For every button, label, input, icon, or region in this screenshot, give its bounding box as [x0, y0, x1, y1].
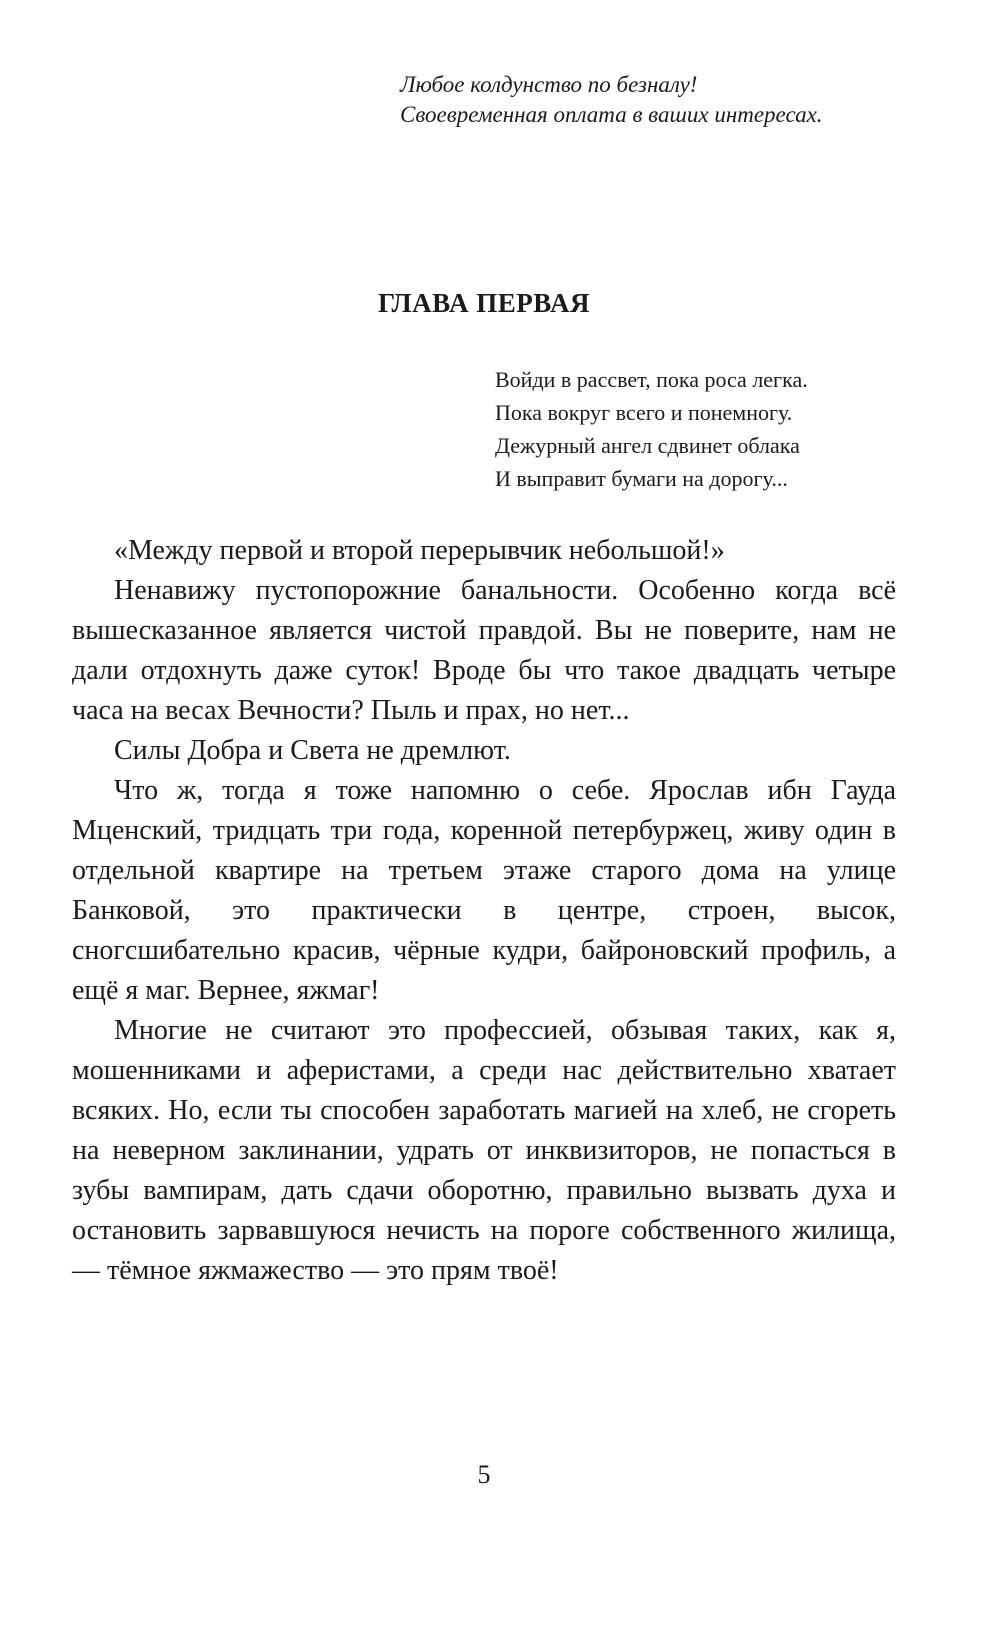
paragraph: Ненавижу пустопорожние банальности. Особенно когда всё вышесказанное является чистой правдой. Вы не поверите, нам не дали отдохнуть даже суток! Вроде бы что такое двадцать четыре часа на весах Вечности? Пыль и прах, но нет... [72, 575, 896, 726]
poem-line: И выправит бумаги на дорогу... [495, 466, 788, 491]
poem-line: Войди в рассвет, пока роса легка. [495, 367, 808, 392]
page-number: 5 [477, 1460, 491, 1489]
paragraph: «Между первой и второй перерывчик небольшой!» [114, 535, 725, 566]
book-epigraph [400, 70, 940, 130]
poem-line: Дежурный ангел сдвинет облака [495, 433, 800, 458]
paragraph: Что ж, тогда я тоже напомню о себе. Ярослав ибн Гауда Мценский, тридцать три года, коренной петербуржец, живу один в отдельной квартире на третьем этаже старого дома на улице Банковой, это практически в центре, строен, высок, сногсшибательно красив, чёрные кудри, байроновский профиль, а ещё я маг. Вернее, яжмаг! [72, 775, 896, 1006]
poem-epigraph [495, 363, 1000, 495]
epigraph-line: Любое колдунство по безналу! [400, 72, 698, 97]
body-text [0, 531, 1000, 1291]
chapter-title: ГЛАВА ПЕРВАЯ [377, 288, 591, 318]
paragraph: Силы Добра и Света не дремлют. [114, 735, 511, 766]
poem-line: Пока вокруг всего и понемногу. [495, 400, 793, 425]
epigraph-line: Своевременная оплата в ваших интересах. [400, 102, 823, 127]
paragraph: Многие не считают это профессией, обзывая таких, как я, мошенниками и аферистами, а среди нас действительно хватает всяких. Но, если ты способен заработать магией на хлеб, не сгореть на неверном заклинании, удрать от инквизиторов, не попасться в зубы вампирам, дать сдачи оборотню, правильно вызвать духа и остановить зарвавшуюся нечисть на пороге собственного жилища, — тёмное яжмажество — это прям твоё! [72, 1015, 896, 1286]
